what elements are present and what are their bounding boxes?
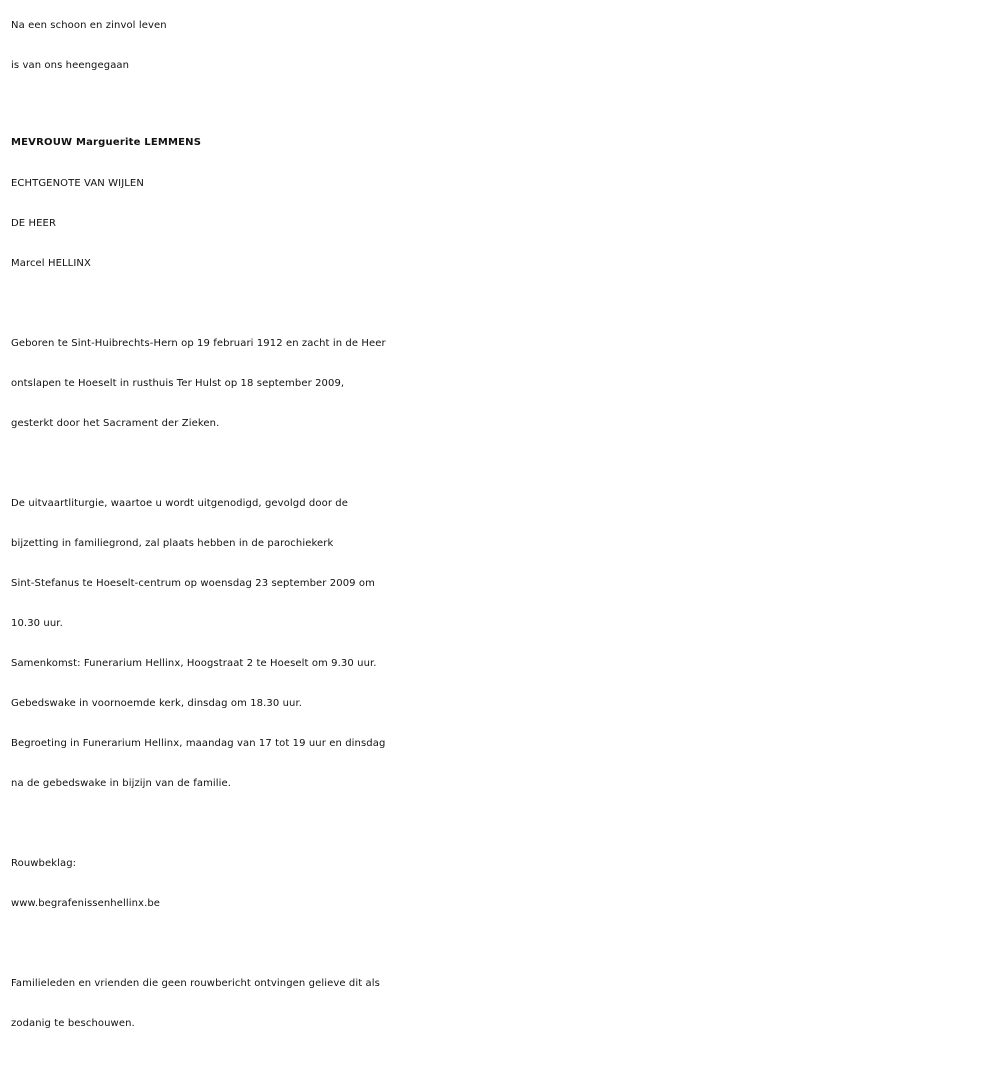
- death-notice: [11, 6, 996, 1044]
- spouse-block: [11, 164, 996, 284]
- spacer: [11, 804, 996, 844]
- paragraph-line: bijzetting in familiegrond, zal plaats hebben in de parochiekerk: [11, 538, 334, 549]
- condolence-block: [11, 844, 996, 924]
- spacer: [11, 86, 996, 121]
- intro-line: is van ons heengegaan: [11, 60, 130, 71]
- deceased-name: MEVROUW Marguerite LEMMENS: [11, 137, 202, 148]
- paragraph-line: Sint-Stefanus te Hoeselt-centrum op woensdag 23 september 2009 om: [11, 578, 375, 589]
- paragraph-line: ontslapen te Hoeselt in rusthuis Ter Hulst op 18 september 2009,: [11, 378, 345, 389]
- spacer: [11, 924, 996, 964]
- spouse-line: DE HEER: [11, 218, 57, 229]
- intro-block: [11, 6, 996, 86]
- paragraph-line: Samenkomst: Funerarium Hellinx, Hoogstraat 2 te Hoeselt om 9.30 uur.: [11, 658, 377, 669]
- spouse-line: Marcel HELLINX: [11, 258, 91, 269]
- birth-death-paragraph: [11, 324, 996, 444]
- paragraph-line: zodanig te beschouwen.: [11, 1018, 135, 1029]
- paragraph-line: Begroeting in Funerarium Hellinx, maandag van 17 tot 19 uur en dinsdag: [11, 738, 386, 749]
- condolence-url: www.begrafenissenhellinx.be: [11, 898, 161, 909]
- closing-paragraph: [11, 964, 996, 1044]
- paragraph-line: Gebedswake in voornoemde kerk, dinsdag om 18.30 uur.: [11, 698, 303, 709]
- paragraph-line: Familieleden en vrienden die geen rouwbericht ontvingen gelieve dit als: [11, 978, 380, 989]
- paragraph-line: De uitvaartliturgie, waartoe u wordt uitgenodigd, gevolgd door de: [11, 498, 349, 509]
- spouse-line: ECHTGENOTE VAN WIJLEN: [11, 178, 144, 189]
- paragraph-line: Geboren te Sint-Huibrechts-Hern op 19 februari 1912 en zacht in de Heer: [11, 338, 386, 349]
- paragraph-line: na de gebedswake in bijzijn van de familie.: [11, 778, 232, 789]
- spacer: [11, 444, 996, 484]
- intro-line: Na een schoon en zinvol leven: [11, 20, 167, 31]
- condolence-label: Rouwbeklag:: [11, 858, 77, 869]
- paragraph-line: gesterkt door het Sacrament der Zieken.: [11, 418, 220, 429]
- funeral-paragraph: [11, 484, 996, 804]
- paragraph-line: 10.30 uur.: [11, 618, 63, 629]
- spacer: [11, 284, 996, 324]
